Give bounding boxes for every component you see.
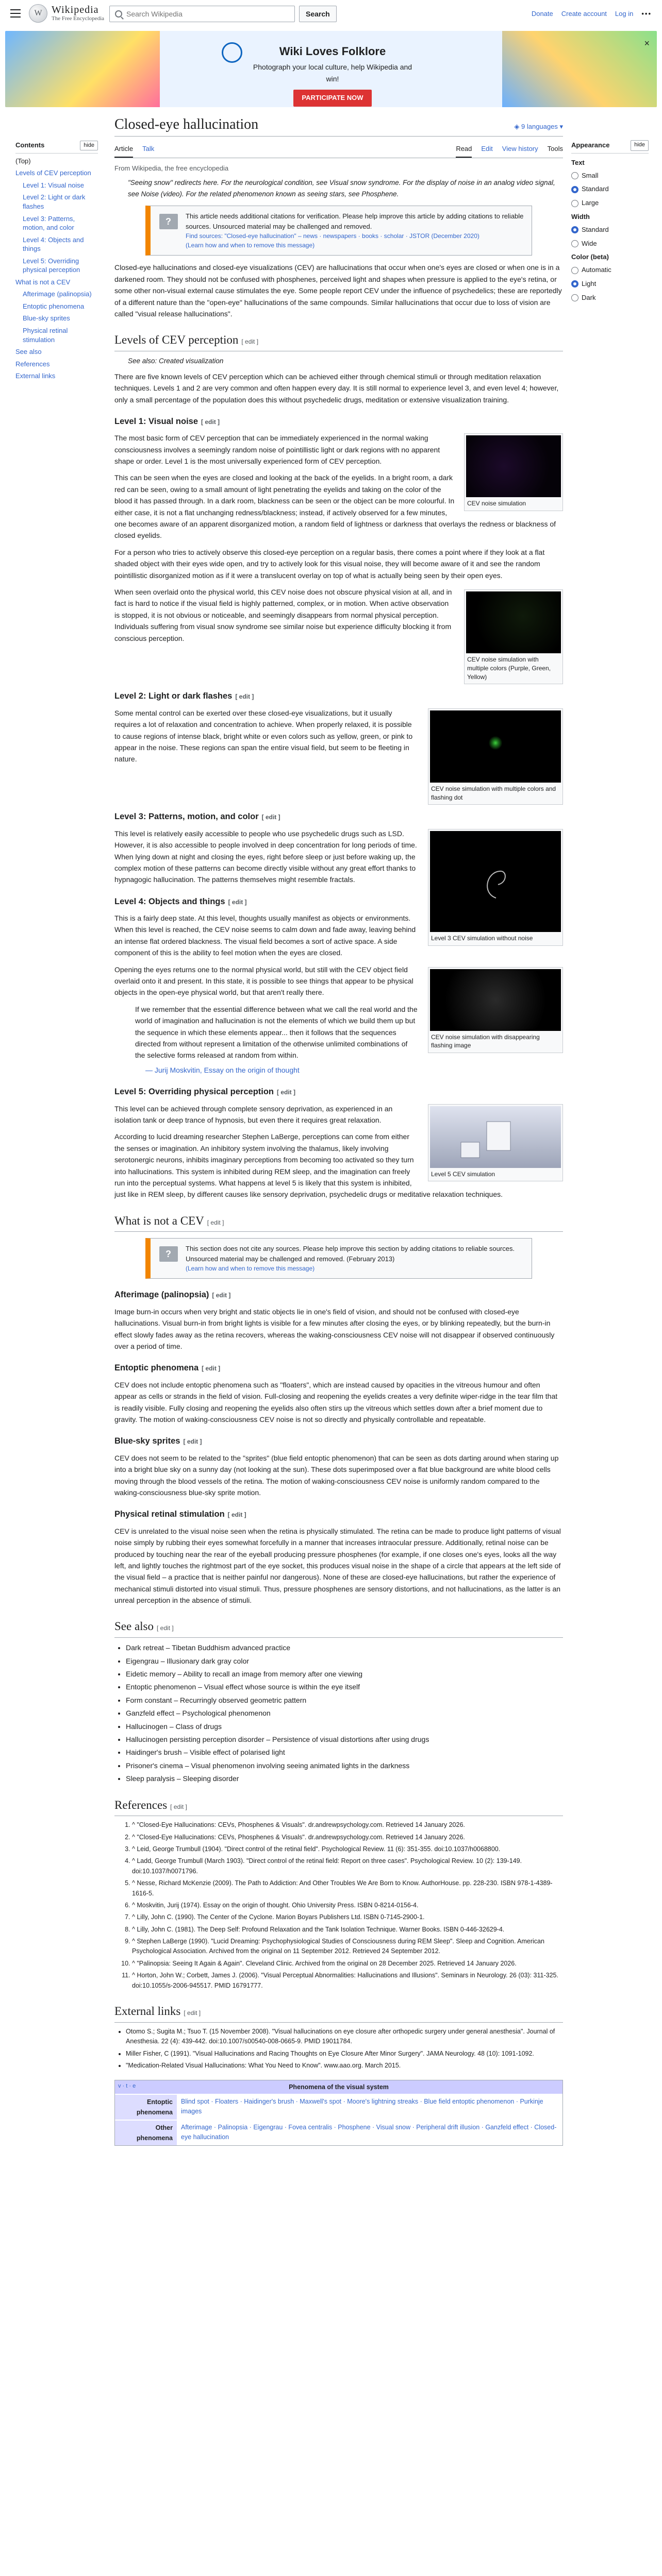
section-heading	[114, 331, 563, 351]
figure-caption: CEV noise simulation with multiple colors and flashing dot	[431, 785, 556, 801]
navbox-list[interactable]: Afterimage · Palinopsia · Eigengrau · Fovea centralis · Phosphene · Visual snow · Peripheral drift illusion · Ganzfeld effect · Closed-eye hallucination	[177, 2121, 562, 2145]
notice-text: This article needs additional citations for verification. Please help improve this article by adding citations to reliable sources. Unsourced material may be challenged and removed.	[186, 212, 524, 230]
question-book-icon	[159, 1246, 178, 1262]
toc-item-see-also[interactable]: See also	[15, 348, 42, 356]
banner-subtitle: Photograph your local culture, help Wikipedia and win!	[253, 63, 412, 83]
donate-link[interactable]: Donate	[531, 10, 553, 18]
paragraph: CEV does not seem to be related to the "sprites" (blue field entoptic phenomenon) that can be seen as dots darting around when staring up into a bright blue sky on a sunny day (not looking at the sun). These dots superimposed over a flat blue background are white blood cells moving through the blood vessels of the retina. The motion of waking-consciousness CEV noise is uniformly random compared to the waking-consciousness blue-sky sprite motion.	[114, 1453, 559, 1497]
toc-item-not-cev[interactable]: What is not a CEV	[15, 278, 71, 286]
vte-links[interactable]: v · t · e	[118, 2083, 136, 2090]
tab-history[interactable]: View history	[502, 144, 538, 152]
section-heading	[114, 1085, 563, 1098]
citation-notice	[145, 206, 532, 256]
cev-level3-image[interactable]	[430, 831, 561, 932]
edit-link[interactable]: [ edit ]	[228, 898, 247, 906]
edit-link[interactable]: [ edit ]	[277, 1089, 296, 1096]
see-also-list	[126, 1642, 563, 1784]
option-label: Wide	[582, 239, 597, 247]
toc-item-levels[interactable]: Levels of CEV perception	[15, 169, 91, 177]
tab-read[interactable]: Read	[456, 144, 472, 158]
figure	[428, 829, 563, 946]
paragraph: For a person who tries to actively observe this closed-eye perception on a regular basis, there comes a point where if they look at a flat shaded object with their eyes wide open, and try to actively look for this visual noise, they will become aware of it and see the random pointillistic disorganized motion as if it were a translucent overlay on top of what is actually being seen by their open eyes.	[114, 548, 545, 580]
toc-item-physical[interactable]: Physical retinal stimulation	[23, 327, 68, 344]
figure	[428, 967, 563, 1054]
page-title: Closed-eye hallucination	[114, 116, 259, 132]
heading-text: External links	[114, 2004, 181, 2018]
option-label: Large	[582, 199, 599, 207]
color-label: Color (beta)	[571, 253, 609, 261]
cev-fading-image[interactable]	[430, 969, 561, 1031]
appearance-title: Appearance	[571, 141, 610, 149]
edit-link[interactable]: [ edit ]	[241, 338, 259, 346]
edit-link[interactable]: [ edit ]	[235, 693, 254, 701]
toc-item-blue-sky[interactable]: Blue-sky sprites	[23, 314, 70, 323]
hatnote: "Seeing snow" redirects here. For the neurological condition, see Visual snow syndrome. For the display of noise in an analog video signal, see Noise (video). For the related phenomenon known as seeing stars, see Phosphene.	[128, 179, 555, 198]
toc-item-external-links[interactable]: External links	[15, 372, 56, 380]
list-item[interactable]: • Eigengrau – Illusionary dark gray color	[126, 1655, 563, 1667]
figure	[428, 1104, 563, 1182]
option-label: Standard	[582, 225, 609, 233]
paragraph: CEV is unrelated to the visual noise seen when the retina is physically stimulated. The retina can be made to produce light patterns of visual noise simply by rubbing their eyes somewhat forcefully in a manner that increases intraocular pressure. Additionally, retinal noise can be produced by touching near the rear of the eyeball producing pressure phosphenes (for example, if one closes one's eyes, looks all the way left, and lightly touches the rightmost part of the eye socket, this produces visual noise in the shape of a circle that appears at the left side of the visual field – a practice that is neither painful nor dangerous). None of these are closed-eye hallucinations, but rather the experience of mechanical stimuli distorted into visual stimuli. Thus, pressure phosphenes are sensory distortions, and not hallucinations, as the latter is an unreal perception in the absence of stimuli.	[114, 1527, 561, 1605]
edit-link[interactable]: [ edit ]	[157, 1624, 174, 1632]
section-heading	[114, 810, 563, 823]
see-also-note: See also: Created visualization	[128, 357, 224, 365]
color-auto-option[interactable]	[571, 265, 649, 276]
figure	[464, 433, 563, 511]
heading-text: Blue-sky sprites	[114, 1436, 180, 1446]
list-item[interactable]: • Eidetic memory – Ability to recall an image from memory after one viewing	[126, 1668, 563, 1680]
list-item[interactable]: • Sleep paralysis – Sleeping disorder	[126, 1773, 563, 1784]
tab-article[interactable]: Article	[114, 144, 133, 158]
paragraph: CEV does not include entoptic phenomena such as "floaters", which are instead caused by opacities in the vitreous humour and often appear as cells or strands in the field of vision. Full-closing and reopening the eyelids creates a very definite wiper-ridge in the tear film that is readily visible. Fully closing and reopening the eyelids also often stirs up the vitreous which settles down after a brief moment due to gravity. The motion of waking-consciousness CEV noise is not so directly and physically controllable and repeatable.	[114, 1380, 558, 1423]
radio-icon[interactable]	[571, 172, 578, 179]
heading-text: Level 4: Objects and things	[114, 896, 225, 906]
navbox	[114, 2080, 563, 2146]
list-item[interactable]: • Entoptic phenomenon – Visual effect whose source is within the eye itself	[126, 1681, 563, 1692]
close-icon[interactable]: ×	[644, 38, 650, 48]
cev-flash-image[interactable]	[430, 710, 561, 783]
heading-text: References	[114, 1798, 168, 1811]
cev-level5-image[interactable]	[430, 1106, 561, 1168]
option-label: Small	[582, 171, 599, 179]
tagline: The Free Encyclopedia	[52, 15, 105, 22]
external-link-item[interactable]: • Miller Fisher, C (1991). "Visual Hallucinations and Racing Thoughts on Eye Closure After Minor Surgery". JAMA Neurology. 48 (10): 1091-1092.	[126, 2049, 563, 2059]
banner-collage-right	[502, 31, 657, 107]
radio-selected-icon[interactable]	[571, 280, 578, 287]
figure-caption: CEV noise simulation with multiple colors (Purple, Green, Yellow)	[467, 655, 551, 681]
toc-item-level3[interactable]: Level 3: Patterns, motion, and color	[23, 214, 75, 232]
navbox-row	[115, 2094, 562, 2120]
paragraph: This level can be achieved through complete sensory deprivation, as experienced in an isolation tank or deep trance of hypnosis, but even there it requires great relaxation.	[114, 1104, 393, 1124]
site-sub: From Wikipedia, the free encyclopedia	[114, 164, 229, 173]
tab-edit[interactable]: Edit	[481, 144, 493, 152]
navbox-group[interactable]: Entoptic phenomena	[115, 2095, 177, 2120]
edit-link[interactable]: [ edit ]	[227, 1511, 246, 1519]
appearance-panel	[571, 140, 649, 307]
list-item[interactable]: • Hallucinogen – Class of drugs	[126, 1721, 563, 1732]
search-box[interactable]	[109, 6, 295, 22]
navbox-group[interactable]: Other phenomena	[115, 2121, 177, 2145]
paragraph: This level is relatively easily accessible to people who use psychedelic drugs such as LSD. However, it is also accessible to people involved in deep concentration for long periods of time. When lying down at night and closing the eyes, right before sleep or just before waking up, the complex motion of these patterns can become directly visible without any great effort thanks to hypnagogic hallucination. The patterns themselves might resemble fractals.	[114, 829, 417, 884]
list-item[interactable]: • Prisoner's cinema – Visual phenomenon involving seeing animated lights in the darkness	[126, 1760, 563, 1771]
toc-item-level2[interactable]: Level 2: Light or dark flashes	[23, 193, 86, 210]
paragraph: This can be seen when the eyes are closed and looking at the back of the eyelids. In a bright room, a dark red can be seen, owing to a small amount of light penetrating the eyelids and taking on the color of the blood it has passed through. In a dark room, blackness can be seen or the object can be more colourful. In either case, it is not a flat unchanging redness/blackness; instead, if actively observed for a few minutes, one becomes aware of an apparent disorganized motion, a random field of lightness or darkness that overlays the redness or blackness of closed eyelids.	[114, 473, 556, 540]
wikipedia-logo[interactable]	[29, 4, 104, 23]
create-account-link[interactable]: Create account	[561, 10, 607, 18]
section-heading	[114, 415, 563, 428]
external-link-item[interactable]: • Otomo S.; Sugita M.; Tsuo T. (15 November 2008). "Visual hallucinations on eye closure after orthopedic surgery under general anesthesia". Journal of Anesthesia. 22 (4): 439-442. doi:10.1007/s00540-008-0665-9. PMID 19011784.	[126, 2027, 563, 2047]
edit-link[interactable]: [ edit ]	[207, 1218, 224, 1226]
paragraph: This is a fairly deep state. At this level, thoughts usually manifest as objects or environments. When this level is reached, the CEV noise seems to calm down and fade away, leaving behind an intense flat ordered blackness. The visual field becomes a sort of active space. A side component of this is the ability to feel motion when the eyes are closed.	[114, 914, 416, 957]
login-link[interactable]: Log in	[615, 10, 634, 18]
tab-talk[interactable]: Talk	[142, 144, 155, 152]
figure	[464, 589, 563, 684]
edit-link[interactable]: [ edit ]	[184, 2009, 201, 2016]
list-item[interactable]: • Ganzfeld effect – Psychological phenomenon	[126, 1707, 563, 1719]
figure-caption: Level 3 CEV simulation without noise	[431, 934, 533, 942]
cev-noise-image[interactable]	[466, 435, 561, 497]
reference-item[interactable]: 8. ^ Lilly, John C. (1981). The Deep Self: Profound Relaxation and the Tank Isolation Technique. Warner Books. ISBN 0-446-32629-4.	[132, 1925, 563, 1935]
page-tabs	[114, 143, 563, 158]
banner-title: Wiki Loves Folklore	[279, 45, 386, 58]
globe-icon: W	[29, 4, 47, 23]
radio-icon[interactable]	[571, 240, 578, 247]
section-heading	[114, 1617, 563, 1638]
color-light-option[interactable]	[571, 279, 649, 290]
edit-link[interactable]: [ edit ]	[201, 418, 220, 426]
radio-selected-icon[interactable]	[571, 226, 578, 233]
learn-remove-link[interactable]: (Learn how and when to remove this message)	[186, 1265, 315, 1273]
edit-link[interactable]: [ edit ]	[170, 1803, 187, 1810]
section-heading	[114, 689, 563, 703]
navbox-list[interactable]: Blind spot · Floaters · Haidinger's brush · Maxwell's spot · Moore's lightning streaks · Blue field entoptic phenomenon · Purkinje images	[177, 2095, 562, 2120]
color-dark-option[interactable]	[571, 293, 649, 303]
reference-list	[132, 1820, 563, 1991]
reference-item[interactable]: 2. ^ "Closed-Eye Hallucinations: CEVs, Phosphenes & Visuals". dr.andrewpsychology.com. Retrieved 14 January 2026.	[132, 1833, 563, 1842]
radio-icon[interactable]	[571, 200, 578, 207]
text-large-option[interactable]	[571, 198, 649, 209]
tab-tools[interactable]: Tools	[547, 144, 563, 152]
text-size-label: Text	[571, 158, 585, 166]
radio-icon[interactable]	[571, 294, 578, 301]
paragraph: Some mental control can be exerted over these closed-eye visualizations, but it usually requires a lot of relaxation and concentration to achieve. When properly relaxed, it is possible to cause regions of intense black, bright white or even colors such as yellow, green, or pink to appear in the noise. These regions can span the entire visual field, but seem to be fleeting in nature.	[114, 708, 413, 764]
edit-link[interactable]: [ edit ]	[202, 1365, 221, 1372]
quote-text: If we remember that the essential difference between what we call the real world and the world of imagination and hallucination is not the elements of which we build them up but the sequence in which these elements appear... then it follows that the sequences directed from without represent a limitation of the otherwise unlimited combinations of the selective forms released at random from within.	[135, 1005, 418, 1060]
more-options-icon[interactable]: •••	[641, 10, 652, 18]
paragraph: According to lucid dreaming researcher Stephen LaBerge, perceptions can come from either the senses or imagination. An inhibitory system involving the thalamus, likely involving serotonergic neurons, inhibits imaginary perceptions from becoming too activated so they turn into hallucinations. This system is inhibited during REM sleep, and the imagination can freely run into the perceptual systems. What happens at level 5 is likely that this system is inhibited, just like in REM sleep, by different causes like sensory deprivation, psychedelic drugs or meditative relaxation techniques.	[114, 1132, 503, 1199]
figure-caption: CEV noise simulation with disappearing flashing image	[431, 1033, 540, 1049]
paragraph: When seen overlaid onto the physical world, this CEV noise does not obscure physical vision at all, and in fact is hard to notice if the visual field is highly patterned, complex, or in motion. When active observation is stopped, it is not obvious or noticeable, and seemingly disappears from normal physical perception. Individuals suffering from visual snow syndrome see similar noise but experience difficulty blocking it from conscious perception.	[114, 587, 452, 642]
heading-text: What is not a CEV	[114, 1214, 204, 1227]
unsourced-notice	[145, 1238, 532, 1279]
section-heading	[114, 1507, 563, 1521]
heading-text: Level 5: Overriding physical perception	[114, 1087, 274, 1097]
navbox-row	[115, 2120, 562, 2145]
text-small-option[interactable]	[571, 171, 649, 181]
table-of-contents	[15, 140, 98, 384]
paragraph: The most basic form of CEV perception that can be immediately experienced in the normal waking consciousness involves a seemingly random noise of pointillistic light or dark regions with no apparent shape or order. Level 1 is the most universally experienced form of CEV perception.	[114, 434, 440, 466]
section-heading	[114, 1288, 563, 1301]
language-button[interactable]: ◈ 9 languages ▾	[514, 122, 563, 130]
search-button[interactable]: Search	[299, 6, 337, 22]
figure-caption: Level 5 CEV simulation	[431, 1170, 495, 1178]
question-book-icon	[159, 214, 178, 229]
figure	[428, 708, 563, 805]
header	[0, 0, 662, 29]
reference-item[interactable]: 5. ^ Nesse, Richard McKenzie (2009). The Path to Addiction: And Other Troubles We Are Born to Know. AuthorHouse. pp. 228-230. ISBN 978-1-4389-1616-5.	[132, 1878, 563, 1899]
heading-text: Entoptic phenomena	[114, 1363, 199, 1373]
edit-link[interactable]: [ edit ]	[183, 1438, 202, 1446]
toc-title: Contents	[15, 141, 45, 149]
heading-text: Levels of CEV perception	[114, 333, 239, 347]
room-shape	[430, 1106, 562, 1168]
quote-attribution[interactable]: — Jurij Moskvitin, Essay on the origin of thought	[145, 1065, 300, 1074]
search-input[interactable]	[126, 10, 255, 18]
list-item[interactable]: • Haidinger's brush – Visible effect of polarised light	[126, 1747, 563, 1758]
radio-icon[interactable]	[571, 267, 578, 274]
find-sources[interactable]: Find sources: "Closed-eye hallucination" – news · newspapers · books · scholar · JSTOR (December 2020)	[186, 232, 479, 240]
reference-item[interactable]: 10. ^ "Palinopsia: Seeing It Again & Again". Cleveland Clinic. Archived from the original on 28 December 2025. Retrieved 14 January 2026.	[132, 1959, 563, 1969]
option-label: Standard	[582, 185, 609, 193]
toc-item-level1[interactable]: Level 1: Visual noise	[23, 181, 85, 189]
edit-link[interactable]: [ edit ]	[261, 814, 280, 821]
search-icon	[115, 10, 122, 18]
campaign-banner	[5, 31, 657, 107]
navbox-title[interactable]: Phenomena of the visual system	[289, 2083, 389, 2091]
heading-text: See also	[114, 1620, 154, 1633]
learn-remove-link[interactable]: (Learn how and when to remove this message)	[186, 242, 315, 249]
notice-text: This section does not cite any sources. Please help improve this section by adding citations to reliable sources. Unsourced material may be challenged and removed. (February 2013)	[186, 1245, 515, 1263]
toc-item-references[interactable]: References	[15, 360, 50, 368]
width-label: Width	[571, 212, 590, 221]
toc-item-top[interactable]: (Top)	[15, 157, 31, 165]
section-heading	[114, 1796, 563, 1817]
list-item[interactable]: • Form constant – Recurringly observed geometric pattern	[126, 1694, 563, 1706]
intro-paragraph: Closed-eye hallucinations and closed-eye visualizations (CEV) are hallucinations that occur when one's eyes are closed or when one is in a darkened room. They should not be confused with phosphenes, perceived light and shapes when pressure is applied to the eye's retina, or some other non-visual external cause stimulates the eye. Some people report CEV under the influence of psychedelics; these are reportedly of a different nature than the "open-eye" hallucinations of the same compounds. Similar hallucinations that occur due to loss of vision are called "visual release hallucinations".	[114, 263, 562, 318]
article-body	[114, 115, 563, 2155]
reference-item[interactable]: 7. ^ Lilly, John C. (1990). The Center of the Cyclone. Marion Boyars Publishers Ltd. ISBN 0-7145-2900-1.	[132, 1912, 563, 1922]
option-label: Automatic	[582, 266, 611, 274]
user-links	[532, 9, 652, 20]
appearance-hide-button[interactable]: hide	[631, 140, 649, 151]
toc-item-level5[interactable]: Level 5: Overriding physical perception	[23, 257, 80, 274]
main-menu-icon[interactable]	[10, 9, 21, 18]
reference-item[interactable]: 6. ^ Moskvitin, Jurij (1974). Essay on the origin of thought. Ohio University Press. ISBN 0-8214-0156-4.	[132, 1901, 563, 1910]
text-standard-option[interactable]	[571, 184, 649, 195]
reference-item[interactable]: 3. ^ Leid, George Trumbull (1904). "Direct control of the retinal field". Psychological Review. 11 (6): 351-355. doi:10.1037/h0068800.	[132, 1844, 563, 1854]
reference-item[interactable]: 1. ^ "Closed-Eye Hallucinations: CEVs, Phosphenes & Visuals". dr.andrewpsychology.com. Retrieved 14 January 2026.	[132, 1820, 563, 1830]
toc-item-afterimage[interactable]: Afterimage (palinopsia)	[23, 290, 92, 298]
participate-button[interactable]: PARTICIPATE NOW	[293, 90, 371, 107]
swirl-shape	[430, 831, 562, 932]
external-link-item[interactable]: • "Medication-Related Visual Hallucinations: What You Need to Know". www.aao.org. March 2015.	[126, 2061, 563, 2071]
language-count: 9 languages	[521, 122, 558, 130]
figure-caption: CEV noise simulation	[467, 500, 526, 507]
campaign-logo-icon	[222, 42, 242, 63]
width-wide-option[interactable]	[571, 239, 649, 249]
list-item[interactable]: • Dark retreat – Tibetan Buddhism advanced practice	[126, 1642, 563, 1653]
external-links-list	[126, 2027, 563, 2071]
reference-item[interactable]: 4. ^ Ladd, George Trumbull (March 1903). "Direct control of the retinal field: Report on three cases". Psychological Review. 10 (2): 139-149. doi:10.1037/h0071796.	[132, 1856, 563, 1876]
reference-item[interactable]: 11. ^ Horton, John W.; Corbett, James J. (2006). "Visual Perceptual Abnormalities: Hallucinations and Illusions". Seminars in Neurology. 26 (03): 311-325. doi:10.1055/s-2006-945517. PMID 16791777.	[132, 1971, 563, 1991]
option-label: Dark	[582, 293, 596, 301]
banner-collage-left	[5, 31, 160, 107]
paragraph: Opening the eyes returns one to the normal physical world, but still with the CEV object field overlaid onto it and present. In this state, it is possible to see things that appear to be physical objects in the open-eye physical world, but that aren't really there.	[114, 965, 413, 997]
toc-item-level4[interactable]: Level 4: Objects and things	[23, 235, 84, 253]
heading-text: Level 2: Light or dark flashes	[114, 691, 233, 701]
cev-multicolor-image[interactable]	[466, 591, 561, 653]
radio-selected-icon[interactable]	[571, 186, 578, 193]
width-standard-option[interactable]	[571, 225, 649, 235]
heading-text: Afterimage (palinopsia)	[114, 1290, 209, 1300]
reference-item[interactable]: 9. ^ Stephen LaBerge (1990). "Lucid Dreaming: Psychophysiological Studies of Consciousness during REM Sleep". Sleep and Cognition. American Psychological Association. Archived from the original on 11 September 2012. Retrieved 24 September 2012.	[132, 1937, 563, 1957]
heading-text: Physical retinal stimulation	[114, 1510, 225, 1519]
list-item[interactable]: • Hallucinogen persisting perception disorder – Persistence of visual distortions after using drugs	[126, 1734, 563, 1745]
wordmark: Wikipedia	[52, 4, 99, 16]
section-heading	[114, 1434, 563, 1448]
edit-link[interactable]: [ edit ]	[212, 1292, 231, 1299]
paragraph: Image burn-in occurs when very bright and static objects lie in one's field of vision, and should not be confused with closed-eye hallucinations. Visual burn-in from bright lights is visible for a few minutes after closing the eyes, or by blinking repeatedly, but the burn-in effect slowly fades away as the retina recovers, whereas the waking-consciousness CEV noise will not disappear if observed continuously over a period of time.	[114, 1307, 555, 1351]
option-label: Light	[582, 279, 597, 287]
toc-hide-button[interactable]: hide	[80, 141, 98, 151]
heading-text: Level 3: Patterns, motion, and color	[114, 812, 259, 822]
toc-item-entoptic[interactable]: Entoptic phenomena	[23, 302, 85, 310]
section-heading	[114, 2002, 563, 2023]
paragraph: There are five known levels of CEV perception which can be achieved either through chemical stimuli or through meditation relaxation techniques. Levels 1 and 2 are very common and often happen every day. It is still normal to experience level 3, and even level 4; however, only a small percentage of the population does this without psychedelic drugs, meditation or extensive visualization training.	[114, 372, 559, 404]
section-heading	[114, 1361, 563, 1375]
section-heading	[114, 1212, 563, 1232]
heading-text: Level 1: Visual noise	[114, 416, 198, 426]
